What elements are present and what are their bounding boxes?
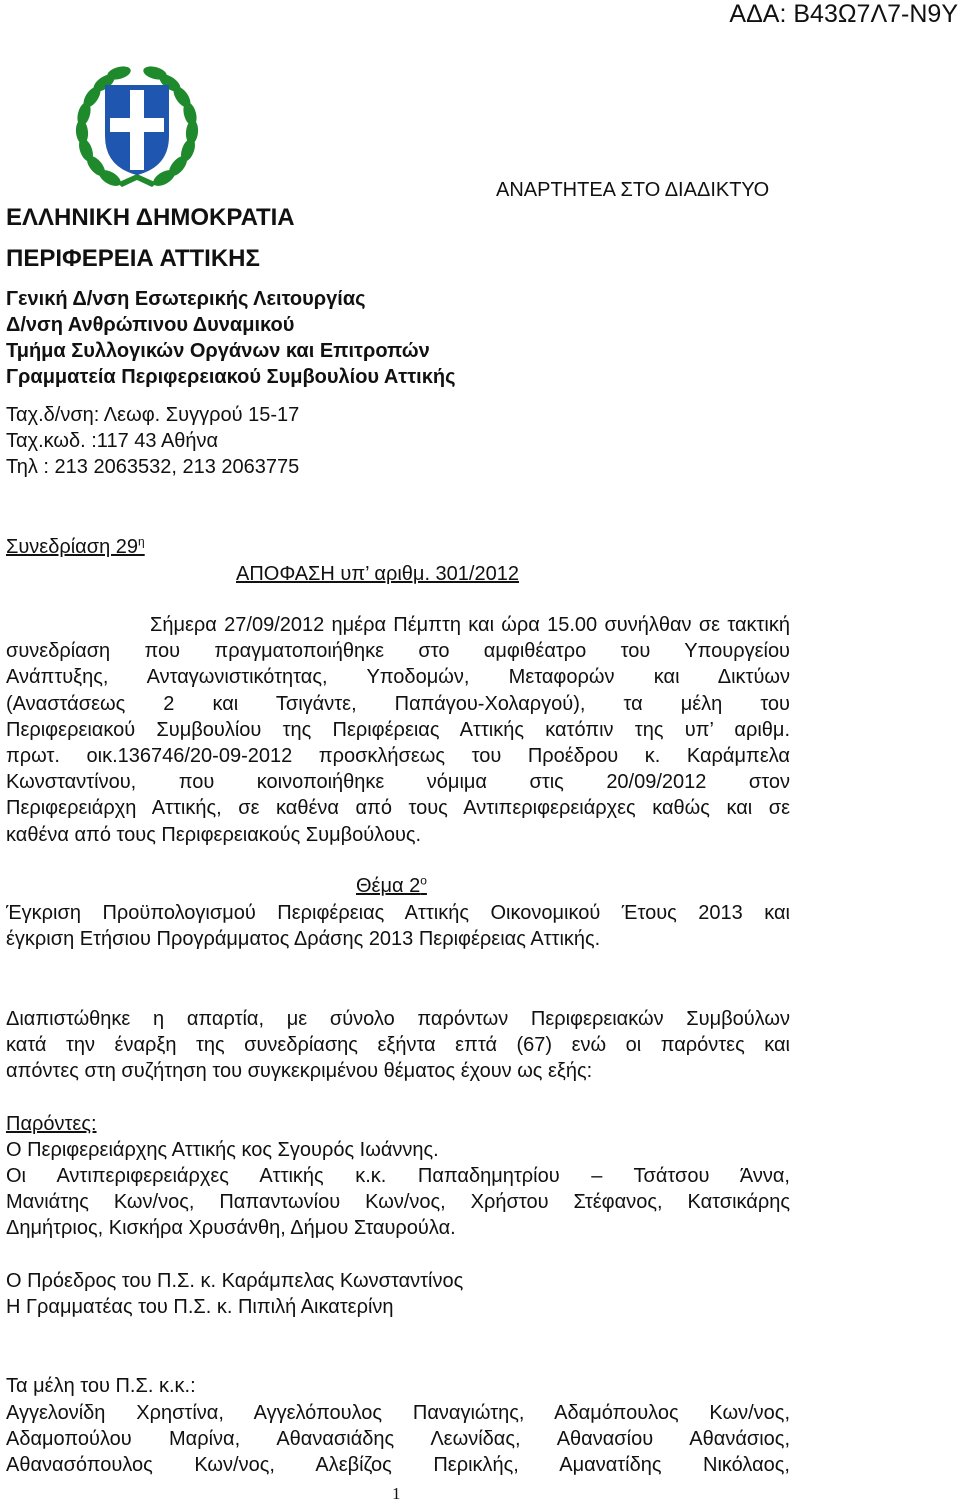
paragraph-line: έγκριση Ετήσιου Προγράμματος Δράσης 2013 Περιφέρειας Αττικής.: [6, 928, 601, 951]
paragraph-line: Περιφερειακού Συμβουλίου της Περιφέρειας Αττικής κατόπιν της υπ’ αριθμ.: [6, 718, 790, 741]
paragraph-line: Κωνσταντίνου, που κοινοποιήθηκε νόμιμα στις 20/09/2012 στον: [6, 771, 790, 794]
governor-line: Ο Περιφερειάρχης Αττικής κος Σγουρός Ιωάννης.: [6, 1139, 439, 1161]
members-heading: Τα μέλη του Π.Σ. κ.κ.:: [6, 1375, 196, 1397]
paragraph-line: Αγγελονίδη Χρηστίνα, Αγγελόπουλος Παναγιώτης, Αδαμόπουλος Κων/νος,: [6, 1402, 790, 1424]
paragraph-line: (Αναστάσεως 2 και Τσιγάντε, Παπάγου-Χολαργού), τα μέλη του: [6, 692, 790, 715]
paragraph-line: Μανιάτης Κων/νος, Παπαντωνίου Κων/νος, Χρήστου Στέφανος, Κατσικάρης: [6, 1191, 790, 1214]
paragraph-line: Δημήτριος, Κισκήρα Χρυσάνθη, Δήμου Σταυρούλα.: [6, 1217, 456, 1240]
secretary-line: Η Γραμματέας του Π.Σ. κ. Πιπιλή Αικατερίνη: [6, 1296, 394, 1318]
department-line: Δ/νση Ανθρώπινου Δυναμικού: [6, 314, 295, 336]
vice-governors-paragraph: [6, 1163, 790, 1242]
paragraph-line: συνεδρίαση που πραγματοποιήθηκε στο αμφιθέατρο του Υπουργείου: [6, 640, 790, 663]
topic-description: [6, 900, 790, 952]
ada-code: ΑΔΑ: Β43Ω7Λ7-Ν9Υ: [729, 0, 958, 28]
department-line: Γενική Δ/νση Εσωτερικής Λειτουργίας: [6, 288, 366, 310]
paragraph-line: πρωτ. οικ.136746/20-09-2012 προσκλήσεως του Προέδρου κ. Καράμπελα: [6, 745, 790, 768]
intro-paragraph: [6, 612, 790, 848]
decision-number: ΑΠΟΦΑΣΗ υπ’ αριθμ. 301/2012: [236, 563, 519, 585]
quorum-paragraph: [6, 1006, 790, 1085]
department-line: Τμήμα Συλλογικών Οργάνων και Επιτροπών: [6, 340, 430, 362]
paragraph-line: απόντες στη συζήτηση του συγκεκριμένου θέματος έχουν ως εξής:: [6, 1060, 593, 1083]
paragraph-line: Αδαμοπούλου Μαρίνα, Αθανασιάδης Λεωνίδας, Αθανασίου Αθανάσιος,: [6, 1428, 790, 1451]
postal-code-line: Ταχ.κωδ. :117 43 Αθήνα: [6, 430, 219, 452]
topic-heading: Θέμα $2^o$: [356, 873, 427, 897]
members-paragraph: [6, 1400, 790, 1479]
paragraph-line: καθένα από τους Περιφερειακούς Συμβούλους.: [6, 823, 422, 846]
address-line: Ταχ.δ/νση: Λεωφ. Συγγρού 15-17: [6, 404, 300, 426]
paragraph-line: Οι Αντιπεριφερειάρχες Αττικής κ.κ. Παπαδημητρίου – Τσάτσου Άννα,: [6, 1165, 790, 1187]
paragraph-line: Σήμερα 27/09/2012 ημέρα Πέμπτη και ώρα 15.00 συνήλθαν σε τακτική: [150, 614, 790, 636]
paragraph-line: Περιφερειάρχη Αττικής, σε καθένα από τους Αντιπεριφερειάρχες καθώς και σε: [6, 797, 790, 820]
paragraph-line: Ανάπτυξης, Ανταγωνιστικότητας, Υποδομών, Μεταφορών και Δικτύων: [6, 666, 790, 689]
department-line: Γραμματεία Περιφερειακού Συμβουλίου Αττικής: [6, 366, 456, 388]
paragraph-line: Διαπιστώθηκε η απαρτία, με σύνολο παρόντων Περιφερειακών Συμβούλων: [6, 1008, 790, 1030]
paragraph-line: Έγκριση Προϋπολογισμού Περιφέρειας Αττικής Οικονομικού Έτους 2013 και: [6, 902, 790, 924]
page-number: 1: [392, 1484, 401, 1503]
region-heading: ΠΕΡΙΦΕΡΕΙΑ ΑΤΤΙΚΗΣ: [6, 245, 260, 272]
phone-line: Τηλ : 213 2063532, 213 2063775: [6, 456, 300, 478]
session-number: Συνεδρίαση $29^\eta$: [6, 534, 145, 558]
paragraph-line: κατά την έναρξη της συνεδρίασης εξήντα επτά (67) ενώ οι παρόντες και: [6, 1034, 790, 1057]
greek-coat-of-arms-icon: [72, 62, 202, 192]
publish-note: ΑΝΑΡΤΗΤΕΑ ΣΤΟ ΔΙΑΔΙΚΤΥΟ: [496, 179, 770, 201]
paragraph-line: Αθανασόπουλος Κων/νος, Αλεβίζος Περικλής, Αμανατίδης Νικόλαος,: [6, 1454, 790, 1477]
country-heading: ΕΛΛΗΝΙΚΗ ΔΗΜΟΚΡΑΤΙΑ: [6, 204, 295, 231]
president-line: Ο Πρόεδρος του Π.Σ. κ. Καράμπελας Κωνσταντίνος: [6, 1270, 464, 1292]
present-heading: Παρόντες:: [6, 1113, 97, 1135]
